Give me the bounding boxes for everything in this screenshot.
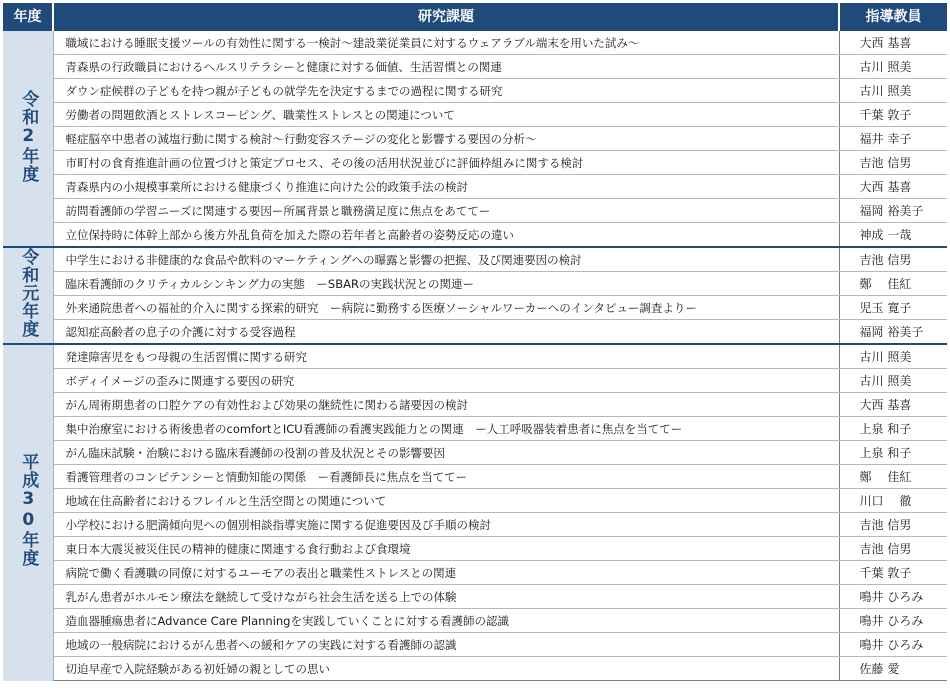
table-row (3, 489, 947, 513)
teacher-cell: 吉池 信男 (839, 151, 947, 175)
year-cell (3, 247, 53, 344)
teacher-cell: 神成 一哉 (839, 223, 947, 248)
teacher-cell: 千葉 敦子 (839, 561, 947, 585)
topic-cell: 造血器腫瘍患者にAdvance Care Planningを実践していくことに対する看護師の認識 (53, 609, 839, 633)
topic-cell: がん臨床試験・治験における臨床看護師の役割の普及状況とその影響要因 (53, 441, 839, 465)
table-row (3, 103, 947, 127)
teacher-cell: 福井 幸子 (839, 127, 947, 151)
table-row (3, 199, 947, 223)
teacher-cell: 鳴井 ひろみ (839, 633, 947, 657)
teacher-cell: 吉池 信男 (839, 513, 947, 537)
teacher-cell: 大西 基喜 (839, 175, 947, 199)
teacher-cell: 古川 照美 (839, 55, 947, 79)
topic-cell: 看護管理者のコンピテンシーと情動知能の関係 ー看護師長に焦点を当ててー (53, 465, 839, 489)
topic-cell: 外来通院患者への福祉的介入に関する探索的研究 ー病院に勤務する医療ソーシャルワーカーへのインタビュー調査よりー (53, 296, 839, 320)
teacher-cell: 古川 照美 (839, 344, 947, 369)
table-row (3, 537, 947, 561)
table-row (3, 513, 947, 537)
topic-cell: 切迫早産で入院経験がある初妊婦の親としての思い (53, 657, 839, 681)
topic-cell: 認知症高齢者の息子の介護に対する受容過程 (53, 320, 839, 345)
topic-cell: ダウン症候群の子どもを持つ親が子どもの就学先を決定するまでの過程に関する研究 (53, 79, 839, 103)
table-row (3, 633, 947, 657)
teacher-cell: 大西 基喜 (839, 30, 947, 55)
teacher-cell: 鳴井 ひろみ (839, 585, 947, 609)
table-row (3, 465, 947, 489)
teacher-cell: 吉池 信男 (839, 537, 947, 561)
topic-cell: 中学生における非健康的な食品や飲料のマーケティングへの曝露と影響の把握、及び関連要因の検討 (53, 247, 839, 272)
year-cell (3, 344, 53, 681)
topic-cell: がん周術期患者の口腔ケアの有効性および効果の継続性に関わる諸要因の検討 (53, 393, 839, 417)
topic-cell: 青森県内の小規模事業所における健康づくり推進に向けた公的政策手法の検討 (53, 175, 839, 199)
topic-cell: ボディイメージの歪みに関連する要因の研究 (53, 369, 839, 393)
topic-cell: 市町村の食育推進計画の位置づけと策定プロセス、その後の活用状況並びに評価枠組みに関する検討 (53, 151, 839, 175)
topic-cell: 地域在住高齢者におけるフレイルと生活空間との関連について (53, 489, 839, 513)
teacher-cell: 上泉 和子 (839, 441, 947, 465)
table-row (3, 79, 947, 103)
table-row (3, 151, 947, 175)
topic-cell: 発達障害児をもつ母親の生活習慣に関する研究 (53, 344, 839, 369)
table-row (3, 609, 947, 633)
topic-cell: 臨床看護師のクリティカルシンキング力の実態 ーSBARの実践状況との関連ー (53, 272, 839, 296)
table-row (3, 320, 947, 345)
topic-cell: 職域における睡眠支援ツールの有効性に関する一検討～建設業従業員に対するウェアラブル端末を用いた試み～ (53, 30, 839, 55)
table-row (3, 344, 947, 369)
table-row (3, 247, 947, 272)
table-row (3, 417, 947, 441)
teacher-cell: 大西 基喜 (839, 393, 947, 417)
teacher-cell: 千葉 敦子 (839, 103, 947, 127)
table-row (3, 585, 947, 609)
table-row (3, 127, 947, 151)
teacher-cell: 吉池 信男 (839, 247, 947, 272)
table-row (3, 657, 947, 681)
topic-cell: 青森県の行政職員におけるヘルスリテラシーと健康に対する価値、生活習慣との関連 (53, 55, 839, 79)
header-year: 年度 (3, 3, 53, 30)
teacher-cell: 福岡 裕美子 (839, 320, 947, 345)
teacher-cell: 古川 照美 (839, 79, 947, 103)
year-label: 平成30年度 (18, 453, 39, 568)
research-topics-table (3, 3, 947, 681)
table-row (3, 561, 947, 585)
year-label: 令和元年度 (18, 248, 39, 338)
topic-cell: 訪問看護師の学習ニーズに関連する要因ー所属背景と職務満足度に焦点をあててー (53, 199, 839, 223)
teacher-cell: 児玉 寛子 (839, 296, 947, 320)
header-row (3, 3, 947, 30)
topic-cell: 東日本大震災被災住民の精神的健康に関連する食行動および食環境 (53, 537, 839, 561)
topic-cell: 労働者の問題飲酒とストレスコーピング、職業性ストレスとの関連について (53, 103, 839, 127)
table-row (3, 393, 947, 417)
year-cell (3, 30, 53, 247)
topic-cell: 集中治療室における術後患者のcomfortとICU看護師の看護実践能力との関連 ー人工呼吸器装着患者に焦点を当ててー (53, 417, 839, 441)
year-label: 令和2年度 (18, 89, 39, 183)
teacher-cell: 鳴井 ひろみ (839, 609, 947, 633)
table-row (3, 55, 947, 79)
table-row (3, 272, 947, 296)
teacher-cell: 佐藤 愛 (839, 657, 947, 681)
teacher-cell: 鄭 佳紅 (839, 465, 947, 489)
table-row (3, 369, 947, 393)
topic-cell: 地域の一般病院におけるがん患者への緩和ケアの実践に対する看護師の認識 (53, 633, 839, 657)
table-row (3, 296, 947, 320)
table-row (3, 30, 947, 55)
topic-cell: 立位保持時に体幹上部から後方外乱負荷を加えた際の若年者と高齢者の姿勢反応の違い (53, 223, 839, 248)
teacher-cell: 鄭 佳紅 (839, 272, 947, 296)
teacher-cell: 福岡 裕美子 (839, 199, 947, 223)
table-row (3, 441, 947, 465)
table-row (3, 175, 947, 199)
teacher-cell: 川口 徹 (839, 489, 947, 513)
header-topic: 研究課題 (53, 3, 839, 30)
topic-cell: 病院で働く看護職の同僚に対するユーモアの表出と職業性ストレスとの関連 (53, 561, 839, 585)
topic-cell: 小学校における肥満傾向児への個別相談指導実施に関する促進要因及び手順の検討 (53, 513, 839, 537)
table-row (3, 223, 947, 248)
topic-cell: 軽症脳卒中患者の減塩行動に関する検討～行動変容ステージの変化と影響する要因の分析～ (53, 127, 839, 151)
teacher-cell: 古川 照美 (839, 369, 947, 393)
header-teacher: 指導教員 (839, 3, 947, 30)
teacher-cell: 上泉 和子 (839, 417, 947, 441)
topic-cell: 乳がん患者がホルモン療法を継続して受けながら社会生活を送る上での体験 (53, 585, 839, 609)
table-body (3, 30, 947, 681)
